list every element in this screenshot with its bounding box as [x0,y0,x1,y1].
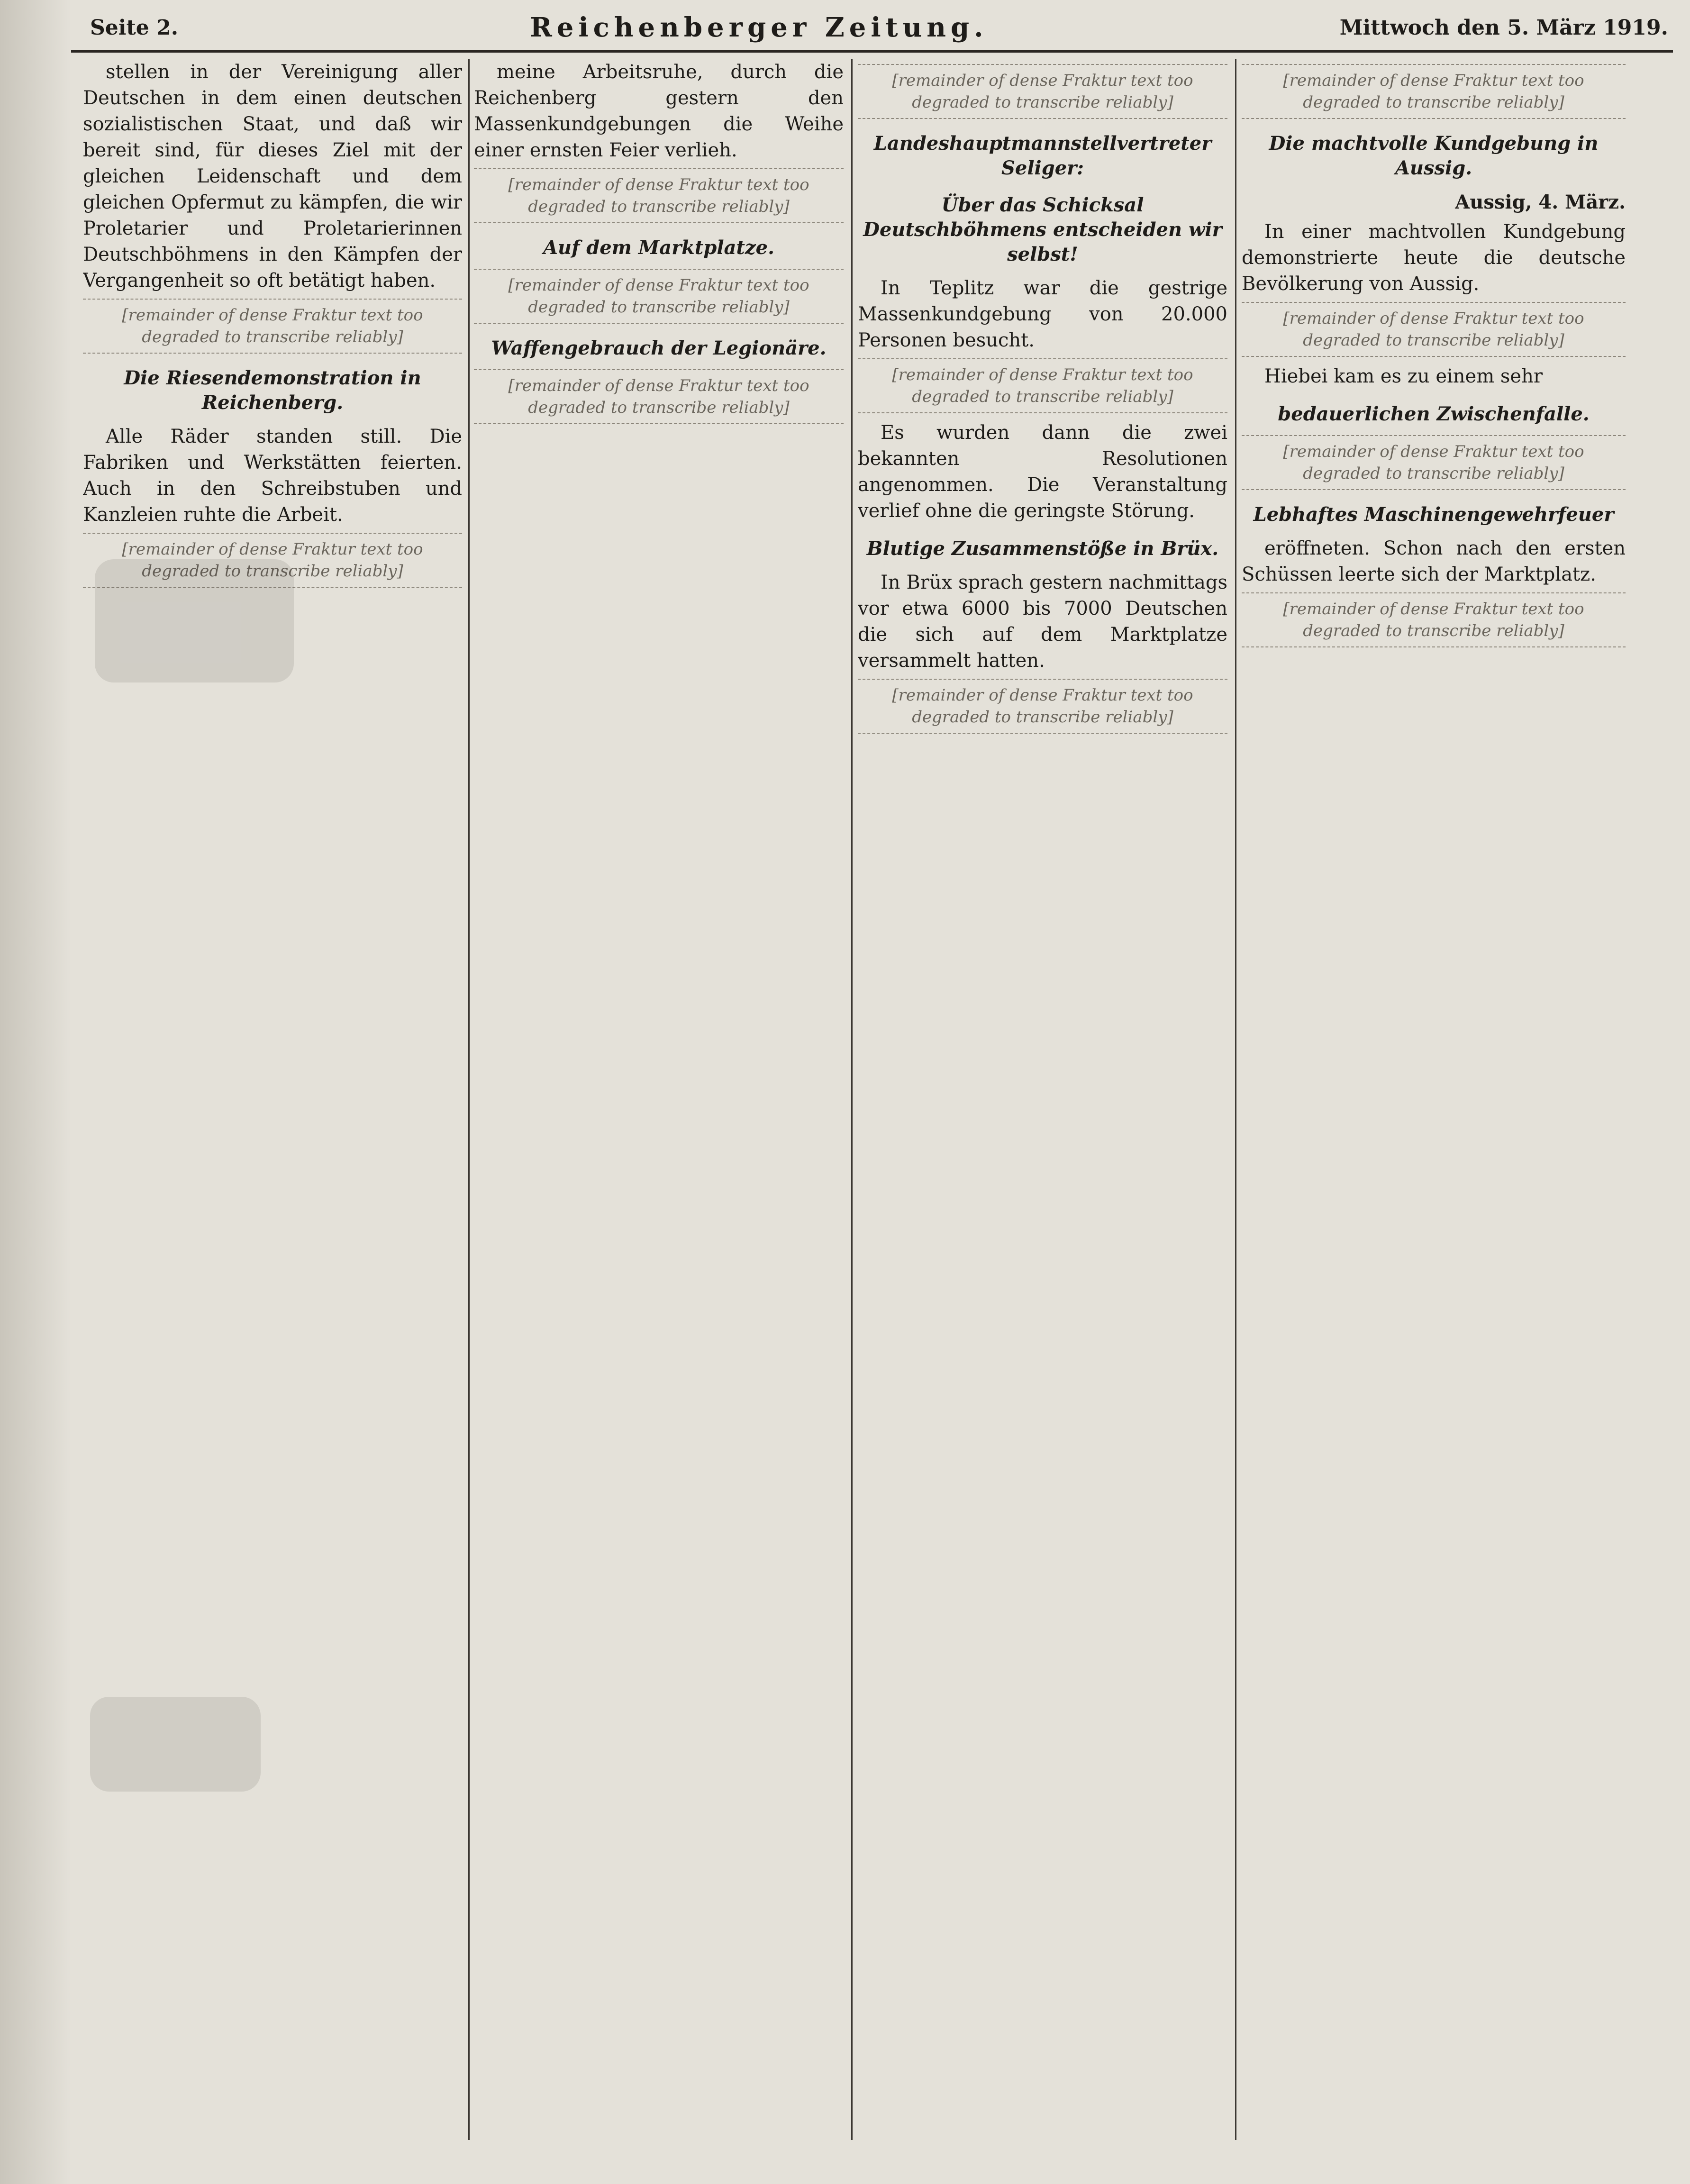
masthead: Reichenberger Zeitung. [530,12,988,43]
section-heading: Über das Schicksal Deutschböhmens entscheiden wir selbst! [863,194,1222,265]
section-heading: Die Riesendemonstration in Reichenberg. [124,367,421,414]
article-paragraph: Alle Räder standen still. Die Fabriken und Werkstätten feierten. Auch in den Schreibstuben und Kanzleien ruhte die Arbeit. [83,426,462,526]
column-4 [1242,59,1626,2140]
article-paragraph: stellen in der Vereinigung aller Deutschen in dem einen deutschen sozialistischen Staat, und daß wir bereit sind, für dieses Ziel mit der gleichen Leidenschaft und dem gleichen Opfermut zu kämpfen, die wir Proletarier und Proletarierinnen Deutschböhmens in den Kämpfen der Vergangenheit so oft betätigt haben. [83,61,462,291]
illegible-text-placeholder: [remainder of dense Fraktur text too degraded to transcribe reliably] [858,64,1227,119]
article-paragraph: In Brüx sprach gestern nachmittags vor etwa 6000 bis 7000 Deutschen die sich auf dem Marktplatze versammelt hatten. [858,572,1227,672]
illegible-text-placeholder: [remainder of dense Fraktur text too degraded to transcribe reliably] [1242,64,1626,119]
section-heading: Blutige Zusammenstöße in Brüx. [866,537,1219,560]
column-2 [474,59,844,2140]
illegible-text-placeholder: [remainder of dense Fraktur text too degraded to transcribe reliably] [83,299,462,354]
article-paragraph: Hiebei kam es zu einem sehr [1264,365,1543,387]
page-header [90,9,1668,46]
article-paragraph: eröffneten. Schon nach den ersten Schüssen leerte sich der Marktplatz. [1242,537,1626,585]
page-edge-shadow [0,0,71,2184]
article-paragraph: In einer machtvollen Kundgebung demonstrierte heute die deutsche Bevölkerung von Aussig. [1242,221,1626,295]
section-heading: Auf dem Marktplatze. [543,237,775,259]
column-divider [1235,59,1236,2140]
section-heading: Landeshauptmannstellvertreter Seliger: [873,132,1212,179]
page-number: Seite 2. [90,15,179,40]
article-paragraph: meine Arbeitsruhe, durch die Reichenberg gestern den Massenkundgebungen die Weihe einer ernsten Feier verlieh. [474,61,844,161]
illegible-text-placeholder: [remainder of dense Fraktur text too degraded to transcribe reliably] [474,168,844,223]
section-heading: Waffengebrauch der Legionäre. [491,337,827,359]
issue-date: Mittwoch den 5. März 1919. [1339,15,1668,40]
ink-smudge [90,1697,261,1792]
illegible-text-placeholder: [remainder of dense Fraktur text too degraded to transcribe reliably] [83,533,462,588]
article-paragraph: In Teplitz war die gestrige Massenkundgebung von 20.000 Personen besucht. [858,277,1227,351]
column-3 [858,59,1227,2140]
column-divider [468,59,470,2140]
illegible-text-placeholder: [remainder of dense Fraktur text too degraded to transcribe reliably] [858,358,1227,413]
illegible-text-placeholder: [remainder of dense Fraktur text too degraded to transcribe reliably] [858,679,1227,734]
header-rule [71,50,1673,53]
illegible-text-placeholder: [remainder of dense Fraktur text too degraded to transcribe reliably] [1242,302,1626,357]
section-heading: Lebhaftes Maschinengewehrfeuer [1253,503,1614,526]
illegible-text-placeholder: [remainder of dense Fraktur text too degraded to transcribe reliably] [474,269,844,324]
column-1 [83,59,462,2140]
article-paragraph: Es wurden dann die zwei bekannten Resolutionen angenommen. Die Veranstaltung verlief ohne die geringste Störung. [858,422,1227,522]
illegible-text-placeholder: [remainder of dense Fraktur text too degraded to transcribe reliably] [1242,592,1626,647]
section-heading: bedauerlichen Zwischenfalle. [1278,403,1590,425]
dateline: Aussig, 4. März. [1455,191,1626,213]
illegible-text-placeholder: [remainder of dense Fraktur text too degraded to transcribe reliably] [474,369,844,424]
column-divider [851,59,853,2140]
ink-smudge [95,559,294,682]
section-heading: Die machtvolle Kundgebung in Aussig. [1269,132,1599,179]
illegible-text-placeholder: [remainder of dense Fraktur text too degraded to transcribe reliably] [1242,435,1626,490]
